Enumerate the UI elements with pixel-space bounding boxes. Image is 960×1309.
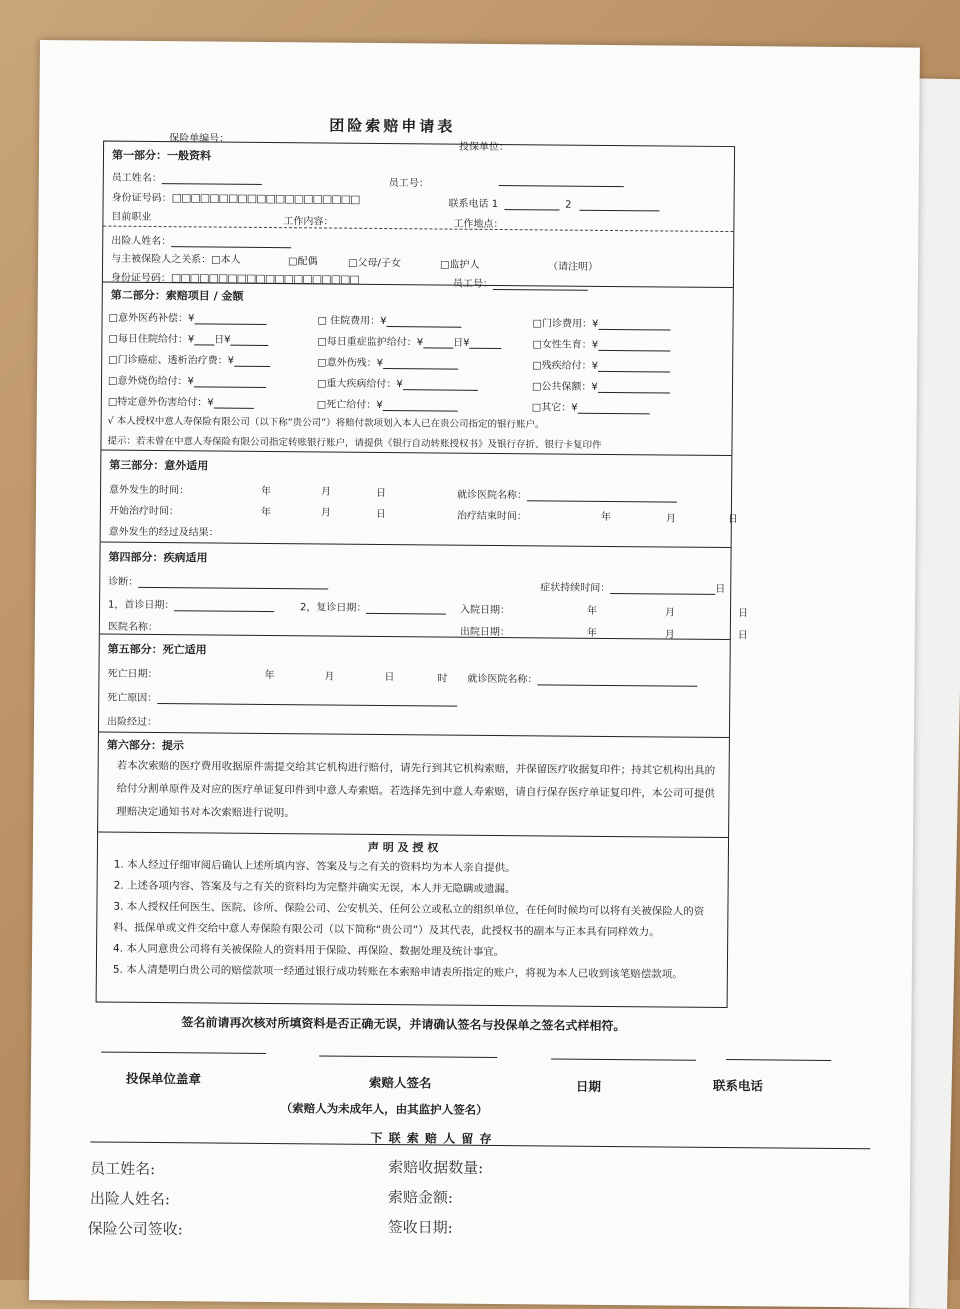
amount-line [403,379,478,391]
insured-name-line [171,236,291,248]
claim-item-daily-icu[interactable] [317,332,501,349]
death-cause-line [157,693,457,707]
day-label: 日 [727,514,738,526]
claim-form-sheet [29,40,920,1308]
days-line [423,337,453,348]
duration-unit: 日 [715,583,726,596]
first-visit-label: 1，首诊日期： [108,599,175,612]
year-label: 年 [600,511,611,523]
stub-insured-name: 出险人姓名: [89,1189,171,1209]
claim-item-label: □门诊癌症、透析治疗费：¥ [108,354,235,367]
bank-authorization: √ 本人授权中意人寿保险有限公司（以下称“贵公司”）将赔付款项划入本人已在贵公司指定的银行账户。 [107,415,545,431]
relation-guardian-checkbox[interactable]: □监护人 [440,259,480,271]
phone-field[interactable] [449,195,660,212]
amount-line [578,403,650,415]
claim-item-hospital-fee[interactable] [318,311,462,327]
amount-line [214,398,254,409]
death-hospital-line [537,674,697,686]
death-hospital-field[interactable] [467,670,697,687]
day-label: 日 [376,487,387,500]
claim-item-public-sum[interactable] [532,377,670,393]
treatment-hospital-label: 就诊医院名称： [456,489,528,502]
hospital-name-label: 医院名称： [107,621,158,634]
applicant-unit-label: 投保单位： [459,141,510,154]
death-hospital-label: 就诊医院名称： [467,673,538,686]
amount-line [234,356,270,367]
relation-parent-checkbox[interactable]: □父母/子女 [348,257,401,270]
symptom-duration-field[interactable] [540,578,725,595]
id-number2-label: 身份证号码： [110,272,171,285]
amount-line [194,376,266,388]
employee-no-label: 员工号： [388,178,429,190]
unit-seal-label: 投保单位盖章 [125,1070,202,1087]
employee-no-line[interactable] [499,175,624,187]
date-line[interactable] [551,1057,696,1060]
claim-item-critical-illness[interactable] [317,374,478,390]
amount-line [598,319,670,331]
month-label: 月 [664,607,676,619]
symptom-duration-label: 症状持续时间： [540,582,611,594]
employee-no2-label: 员工号： [452,278,493,290]
day-unit: 日¥ [453,337,470,349]
job-place-label: 工作地点： [453,218,504,231]
bank-hint: 提示：若未曾在中意人寿保险有限公司指定转账银行账户，请提供《银行自动转账授权书》及银行存折、银行卡复印件 [107,435,602,451]
month-label: 月 [665,513,676,525]
diagnosis-line [138,577,328,590]
treatment-end-label: 治疗结束时间： [456,510,527,523]
phone-line[interactable] [726,1058,831,1061]
relation-spouse-checkbox[interactable]: □配偶 [288,256,318,268]
days-line [194,334,214,345]
death-date-label: 死亡日期： [107,668,158,681]
claim-item-accident-medical[interactable] [109,309,267,325]
section-general-info [103,142,734,290]
section5-heading: 第五部分：死亡适用 [107,642,207,657]
claimant-signature-label: 索赔人签名 [368,1074,432,1091]
claim-item-label: □意外伤残：¥ [317,357,384,370]
day-label: 日 [737,630,748,642]
claim-item-label: □死亡给付：¥ [316,399,383,412]
amount-line [383,358,458,370]
claim-item-label: □意外医药补偿：¥ [108,312,195,325]
declaration-item: 1. 本人经过仔细审阅后确认上述所填内容、答案及与之有关的资料均为本人亲自提供。 [113,858,516,875]
claim-item-death-benefit[interactable] [317,395,458,411]
month-label: 月 [320,507,331,519]
claim-item-label: □残疾给付：¥ [532,360,599,372]
stub-receipt-count: 索赔收据数量: [388,1158,484,1177]
month-label: 月 [664,629,675,641]
claimant-signature-line[interactable] [319,1054,497,1058]
day-label: 日 [737,608,749,620]
declaration-list [113,855,724,986]
claim-item-outpatient[interactable] [532,314,670,330]
declaration-item: 2. 上述各项内容、答案及与之有关的资料均为完整并确实无误，本人并无隐瞒或遗漏。 [113,879,516,896]
claim-item-specific-injury[interactable] [108,393,254,409]
claim-item-other[interactable] [532,398,650,414]
amount-line [231,335,269,346]
diagnosis-field[interactable] [108,573,328,590]
claim-item-label: □ 住院费用：¥ [317,315,387,328]
amount-line [598,361,670,373]
phone2-label: 2 [565,199,572,211]
amount-line [598,382,670,394]
claim-item-maternity[interactable] [532,335,670,351]
phone1-line [504,199,559,210]
stub-claim-amount: 索赔金额: [387,1188,454,1207]
day-label: 日 [375,508,386,521]
relation-self-checkbox[interactable]: 与主被保险人之关系：□本人 [111,253,241,266]
id-number-boxes: □□□□□□□□□□□□□□□□□□□□ [171,191,360,206]
declaration-heading: 声 明 及 授 权 [367,840,439,855]
day-unit: 日¥ [214,334,231,346]
phone2-line [579,200,659,212]
claim-item-label: □每日住院给付：¥ [108,333,195,346]
year-label: 年 [586,605,598,617]
accident-time-label: 意外发生的时间： [109,484,190,497]
section1-heading: 第一部分：一般资料 [111,148,212,163]
accident-process-label: 意外发生的经过及结果： [108,526,219,539]
section-death [99,634,730,738]
year-label: 年 [261,485,272,498]
amount-line [194,313,266,325]
claim-item-label: □意外烧伤给付：¥ [107,375,194,388]
insured-subsection [103,226,733,290]
month-label: 月 [321,486,332,498]
first-visit-line [174,600,274,612]
treatment-hospital-line [527,490,677,502]
insured-name-field[interactable] [111,232,291,249]
form-title: 团险索赔申请表 [329,116,456,136]
section-claim-items [101,282,732,456]
hour-label: 时 [437,673,448,685]
claim-item-label: □门诊费用：¥ [532,318,599,330]
id-number-label: 身份证号码： [111,192,172,205]
form-main-box [96,141,749,1008]
diagnosis-label: 诊断： [108,576,139,588]
claim-item-label: □特定意外伤害给付：¥ [107,396,214,409]
claim-item-label: □重大疾病给付：¥ [316,378,403,391]
unit-seal-line[interactable] [101,1051,266,1054]
section-illness [100,542,749,642]
declaration-item: 5. 本人清楚明白贵公司的赔偿款项一经通过银行成功转账在本索赔申请表所指定的账户，将视为本人已收到该笔赔偿款项。 [112,963,683,981]
claim-item-accident-disability[interactable] [317,353,458,369]
claim-item-label: □女性生育：¥ [532,339,599,351]
date-label: 日期 [575,1078,601,1094]
section3-heading: 第三部分：意外适用 [109,458,209,473]
minor-signature-note: （索赔人为未成年人，由其监护人签名） [280,1101,488,1117]
phone-label: 联系电话 [712,1077,763,1094]
claim-item-label: □每日重症监护给付：¥ [317,336,424,349]
treatment-start-label: 开始治疗时间： [108,505,179,518]
id-number2-boxes: □□□□□□□□□□□□□□□□□□□□ [170,271,359,286]
discharge-date-label: 出院日期： [459,626,510,639]
declaration-item: 4. 本人同意贵公司将有关被保险人的资料用于保险、再保险、数据处理及统计事宜。 [113,942,505,959]
admit-date-label: 入院日期： [459,604,511,617]
stub-employee-name: 员工姓名: [90,1159,156,1179]
revisit-line [366,603,446,615]
signature-notice: 签名前请再次核对所填资料是否正确无误，并请确认签名与投保单之签名式样相符。 [181,1015,626,1034]
amount-line [470,338,502,349]
month-label: 月 [324,671,335,683]
section-declaration [97,832,728,1006]
amount-line [387,316,462,328]
treatment-hospital-field[interactable] [457,486,677,503]
death-cause-label: 死亡原因： [107,692,158,705]
year-label: 年 [586,627,597,639]
policy-number-label: 保险单编号： [169,133,230,145]
job-content-label: 工作内容： [283,216,334,228]
section4-heading: 第四部分：疾病适用 [108,550,208,565]
section2-heading: 第二部分：索赔项目 / 金额 [110,288,244,303]
claim-item-label: □其它：¥ [531,402,578,414]
revisit-field[interactable] [300,598,447,614]
year-label: 年 [264,669,275,682]
death-process-label: 出险经过： [107,716,158,729]
employee-name-field[interactable] [112,169,262,185]
employee-name-line [162,173,262,185]
section-accident [101,450,738,548]
claim-item-label: □公共保额：¥ [531,381,598,393]
job-label: 目前职业 [111,211,152,223]
stub-sign-date: 签收日期: [387,1218,453,1237]
day-label: 日 [384,672,395,684]
claim-item-disability[interactable] [532,356,670,372]
death-cause-field[interactable] [107,689,457,707]
relation-note: （请注明） [547,261,599,273]
notice-paragraph: 若本次索赔的医疗费用收据原件需提交给其它机构进行赔付，请先行到其它机构索赔，并保留医疗收据复印件；持其它机构出具的给付分割单原件及对应的医疗单证复印件到中意人寿索赔。若选择先到中意人寿索赔，请自行保存医疗单证复印件，本公司可提供理赔决定通知书对本次索赔进行说明。 [116,759,716,820]
amount-line [598,340,670,352]
section6-heading: 第六部分：提示 [106,738,184,753]
id-number-field[interactable] [112,189,360,206]
claim-item-daily-hospital[interactable] [108,330,268,346]
symptom-duration-line [610,583,715,595]
amount-line [383,400,458,412]
employee-name-label: 员工姓名： [111,172,162,185]
phone-label: 联系电话 1 [448,198,499,211]
stub-company-sign: 保险公司签收: [87,1219,183,1239]
section-notice [98,732,729,838]
insured-name-label: 出险人姓名： [111,235,172,248]
claim-item-cancer-dialysis[interactable] [108,351,270,367]
first-visit-field[interactable] [108,596,274,612]
declaration-item: 3. 本人授权任何医生、医院、诊所、保险公司、公安机关、任何公立或私立的组织单位，在任何时候均可以将有关被保险人的资料、抵保单或文件交给中意人寿保险有限公司（以下简称“贵公司”）及其代表，此授权书的副本与正本具有同样效力。 [113,900,705,939]
year-label: 年 [260,506,271,519]
stub-title: 下 联 索 赔 人 留 存 [370,1130,493,1146]
revisit-label: 2，复诊日期： [300,602,367,614]
claim-item-burn[interactable] [108,372,266,388]
